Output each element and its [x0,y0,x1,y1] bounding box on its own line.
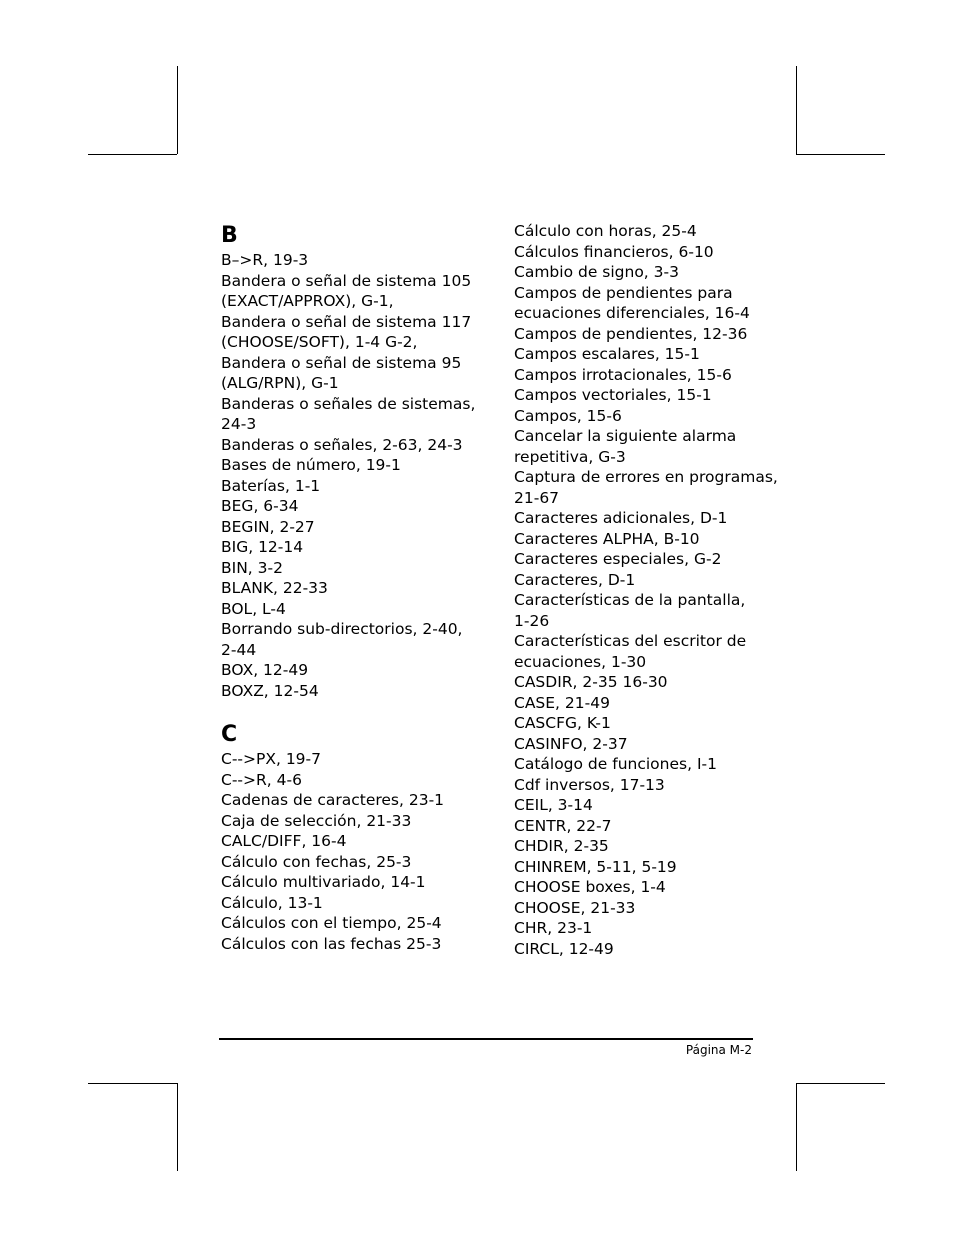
index-entry: CEIL, 3-14 [514,796,593,814]
crop-mark-top-left-vertical [177,66,178,154]
index-right-column [514,221,778,959]
index-entry: Cancelar la siguiente alarma [514,427,737,445]
index-entry: BLANK, 22-33 [221,579,328,597]
index-entry: Banderas o señales, 2-63, 24-3 [221,435,463,454]
crop-mark-top-left-horizontal [88,154,177,155]
crop-mark-bottom-right-horizontal [796,1083,885,1084]
index-entry: Bandera o señal de sistema 95 [221,353,462,372]
index-entry: CHINREM, 5-11, 5-19 [514,857,677,876]
index-entry: Campos irrotacionales, 15-6 [514,365,732,384]
index-entry: Catálogo de funciones, I-1 [514,755,717,773]
index-entry: Caja de selección, 21-33 [221,811,412,830]
index-entry: Caracteres adicionales, D-1 [514,509,728,527]
index-entry: Características de la pantalla, [514,591,746,609]
index-entry: BOL, L-4 [221,599,286,618]
index-entry: CASCFG, K-1 [514,714,611,732]
crop-mark-bottom-left-horizontal [88,1083,177,1084]
index-entry: Cálculo con horas, 25-4 [514,222,697,240]
crop-mark-bottom-left-vertical [177,1083,178,1171]
index-entry: 2-44 [221,640,257,659]
index-entry: CENTR, 22-7 [514,816,612,835]
index-entry: Caracteres especiales, G-2 [514,550,722,568]
index-entry: C-->PX, 19-7 [221,750,321,768]
section-c-entries [221,749,481,954]
index-entry: CALC/DIFF, 16-4 [221,832,347,850]
index-entry: 1-26 [514,611,550,630]
index-entry: Banderas o señales de sistemas, [221,394,476,413]
index-entry: CHDIR, 2-35 [514,837,609,855]
index-entry: Campos, 15-6 [514,406,622,425]
index-entry: Caracteres, D-1 [514,570,636,589]
index-entry: Baterías, 1-1 [221,476,321,495]
index-entry: ecuaciones diferenciales, 16-4 [514,304,750,322]
index-entry: Campos de pendientes, 12-36 [514,324,748,343]
index-entry: (ALG/RPN), G-1 [221,374,339,392]
index-entry: Características del escritor de [514,632,747,650]
index-entry: Borrando sub-directorios, 2-40, [221,620,463,638]
index-entry: CHR, 23-1 [514,919,593,937]
index-entry: B–>R, 19-3 [221,251,309,269]
index-entry: Cálculos con el tiempo, 25-4 [221,914,442,932]
index-entry: BIG, 12-14 [221,538,304,556]
index-entry: Cdf inversos, 17-13 [514,775,665,794]
index-entry: CIRCL, 12-49 [514,939,614,958]
index-entry: ecuaciones, 1-30 [514,652,647,671]
index-entry: Cálculos con las fechas 25-3 [221,934,442,953]
section-letter-c: C [221,722,238,747]
index-entry: Captura de errores en programas, [514,468,778,486]
index-entry: C-->R, 4-6 [221,770,302,789]
index-entry: Bandera o señal de sistema 105 [221,271,472,290]
index-entry: Bandera o señal de sistema 117 [221,312,472,331]
page-number: Página M-2 [685,1043,752,1057]
index-entry: BEGIN, 2-27 [221,517,315,536]
index-entry: BOXZ, 12-54 [221,681,319,700]
index-entry: BEG, 6-34 [221,497,299,515]
crop-mark-top-right-horizontal [796,154,885,155]
index-entry: 24-3 [221,415,257,433]
index-entry: CHOOSE boxes, 1-4 [514,878,666,896]
section-letter-b: B [221,223,238,248]
index-entry: CASDIR, 2-35 16-30 [514,673,668,691]
index-entry: Campos de pendientes para [514,283,733,302]
index-entry: repetitiva, G-3 [514,447,626,466]
index-entry: Campos vectoriales, 15-1 [514,386,712,404]
index-entry: CHOOSE, 21-33 [514,898,636,917]
index-entry: 21-67 [514,488,560,507]
section-b-entries [221,250,481,701]
index-entry: Cálculo con fechas, 25-3 [221,852,412,871]
index-entry: Cálculo, 13-1 [221,893,323,912]
index-entry: Bases de número, 19-1 [221,456,401,474]
index-left-column [221,222,481,954]
crop-mark-top-right-vertical [796,66,797,154]
index-entry: CASE, 21-49 [514,693,610,712]
crop-mark-bottom-right-vertical [796,1083,797,1171]
index-entry: (EXACT/APPROX), G-1, [221,292,394,310]
index-entry: BIN, 3-2 [221,558,283,577]
index-entry: Cálculo multivariado, 14-1 [221,873,426,891]
index-entry: Caracteres ALPHA, B-10 [514,529,700,548]
index-entry: (CHOOSE/SOFT), 1-4 G-2, [221,333,418,351]
index-entry: Cálculos financieros, 6-10 [514,242,714,261]
index-entry: Cadenas de caracteres, 23-1 [221,791,445,809]
index-entry: CASINFO, 2-37 [514,734,628,753]
footer-rule [219,1038,753,1040]
index-entry: Cambio de signo, 3-3 [514,263,679,281]
index-entry: BOX, 12-49 [221,661,309,679]
index-entry: Campos escalares, 15-1 [514,345,700,363]
